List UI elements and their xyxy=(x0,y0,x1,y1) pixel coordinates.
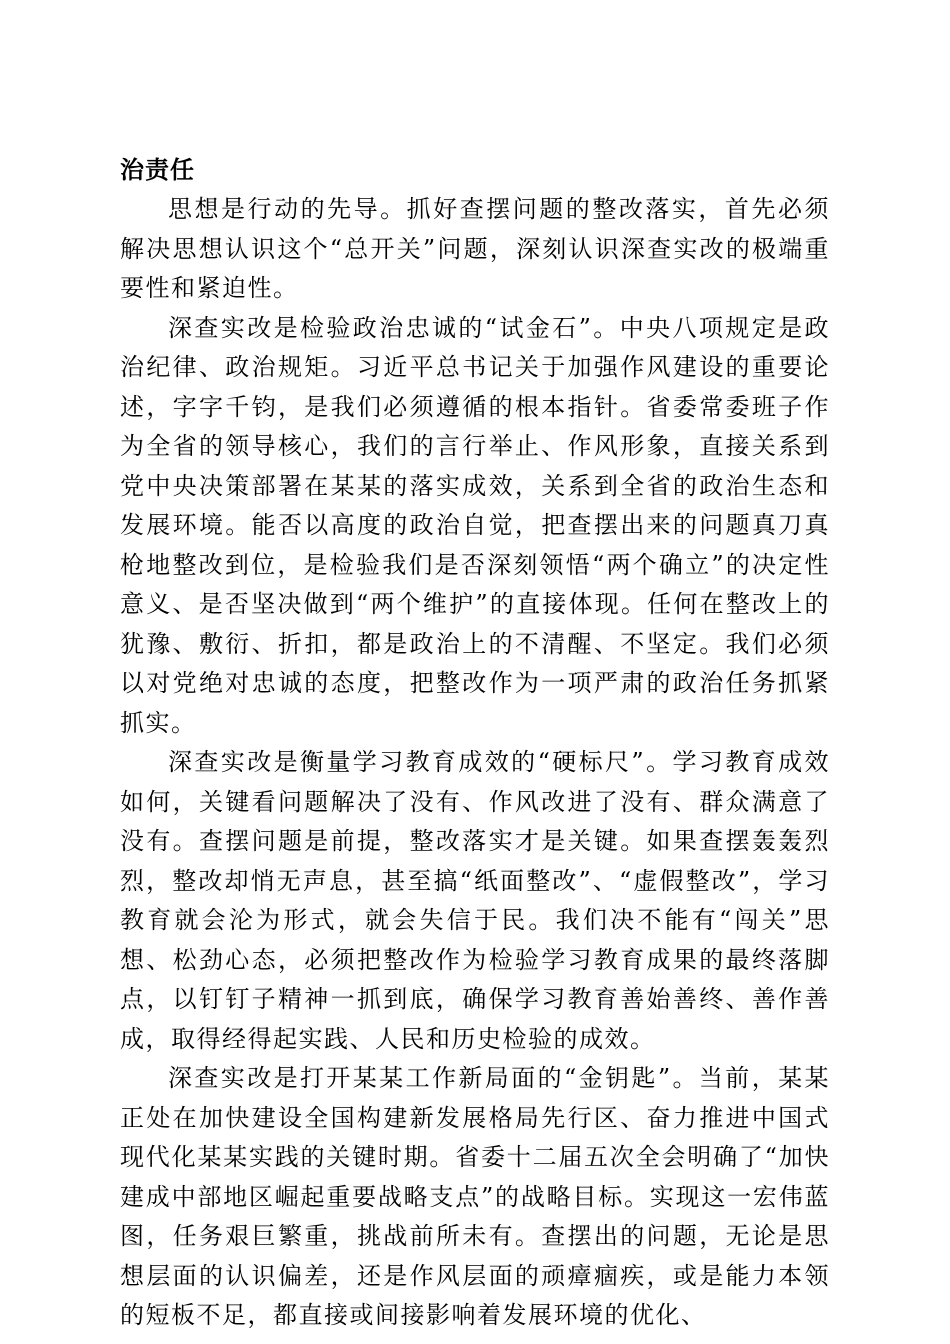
section-heading: 治责任 xyxy=(120,156,195,184)
paragraph-political-loyalty: 深查实改是检验政治忠诚的“试金石”。中央八项规定是政治纪律、政治规矩。习近平总书记关于加强作风建设的重要论述，字字千钧，是我们必须遵循的根本指针。省委常委班子作为全省的领导核心，我们的言行举止、作风形象，直接关系到党中央决策部署在某某的落实成效，关系到全省的政治生态和发展环境。能否以高度的政治自觉，把查摆出来的问题真刀真枪地整改到位，是检验我们是否深刻领悟“两个确立”的决定性意义、是否坚决做到“两个维护”的直接体现。任何在整改上的犹豫、敷衍、折扣，都是政治上的不清醒、不坚定。我们必须以对党绝对忠诚的态度，把整改作为一项严肃的政治任务抓紧抓实。 xyxy=(120,313,830,737)
paragraph-learning-effect: 深查实改是衡量学习教育成效的“硬标尺”。学习教育成效如何，关键看问题解决了没有、作风改进了没有、群众满意了没有。查摆问题是前提，整改落实才是关键。如果查摆轰轰烈烈，整改却悄无声息，甚至搞“纸面整改”、“虚假整改”，学习教育就会沦为形式，就会失信于民。我们决不能有“闯关”思想、松劲心态，必须把整改作为检验学习教育成果的最终落脚点，以钉钉子精神一抓到底，确保学习教育善始善终、善作善成，取得经得起实践、人民和历史检验的成效。 xyxy=(120,748,830,1053)
paragraph-golden-key: 深查实改是打开某某工作新局面的“金钥匙”。当前，某某正处在加快建设全国构建新发展格局先行区、奋力推进中国式现代化某某实践的关键时期。省委十二届五次全会明确了“加快建成中部地区崛起重要战略支点”的战略目标。实现这一宏伟蓝图，任务艰巨繁重，挑战前所未有。查摆出的问题，无论是思想层面的认识偏差，还是作风层面的顽瘴痼疾，或是能力本领的短板不足，都直接或间接影响着发展环境的优化、 xyxy=(120,1064,830,1329)
document-page xyxy=(120,150,830,1336)
paragraph-thought-guide: 思想是行动的先导。抓好查摆问题的整改落实，首先必须解决思想认识这个“总开关”问题，深刻认识深查实改的极端重要性和紧迫性。 xyxy=(120,195,830,302)
